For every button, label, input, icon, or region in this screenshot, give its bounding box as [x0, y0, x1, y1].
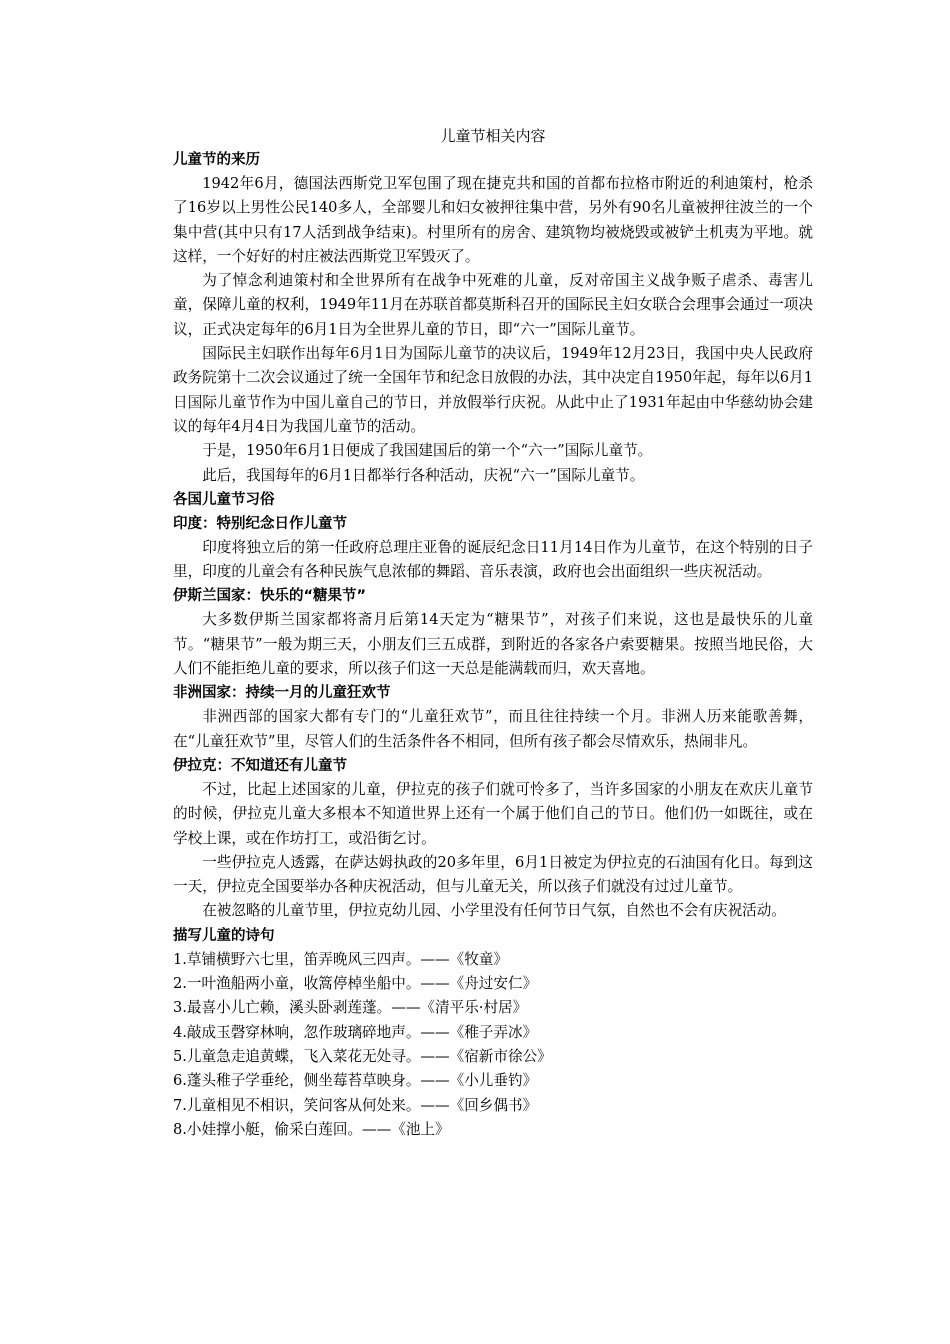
paragraph: 在被忽略的儿童节里，伊拉克幼儿园、小学里没有任何节日气氛，自然也不会有庆祝活动。	[202, 902, 786, 920]
poem-line: 1.草铺横野六七里，笛弄晚风三四声。——《牧童》	[173, 950, 508, 968]
paragraph: 非洲西部的国家大都有专门的“儿童狂欢节”，而且往往持续一个月。非洲人历来能歌善舞，在“儿童狂欢节”里，尽管人们的生活条件各不相同，但所有孩子都会尽情欢乐，热闹非凡。	[173, 708, 813, 750]
poem-line: 4.敲成玉磬穿林响，忽作玻璃碎地声。——《稚子弄冰》	[173, 1023, 538, 1041]
section-heading-africa: 非洲国家：持续一月的儿童狂欢节	[173, 685, 391, 702]
paragraph: 印度将独立后的第一任政府总理庄亚鲁的诞辰纪念日11月14日作为儿童节，在这个特别的日子里，印度的儿童会有各种民族气息浓郁的舞蹈、音乐表演，政府也会出面组织一些庆祝活动。	[173, 538, 813, 581]
section-heading-islamic: 伊斯兰国家：快乐的“糖果节”	[173, 588, 367, 605]
paragraph: 一些伊拉克人透露，在萨达姆执政的20多年里，6月1日被定为伊拉克的石油国有化日。每到这一天，伊拉克全国要举办各种庆祝活动，但与儿童无关，所以孩子们就没有过过儿童节。	[173, 853, 813, 896]
poem-line: 3.最喜小儿亡赖，溪头卧剥莲蓬。——《清平乐·村居》	[173, 999, 528, 1017]
poem-line: 2.一叶渔船两小童，收篙停棹坐船中。——《舟过安仁》	[173, 975, 538, 993]
poem-line: 5.儿童急走追黄蝶，飞入菜花无处寻。——《宿新市徐公》	[173, 1047, 552, 1065]
section-heading-iraq: 伊拉克：不知道还有儿童节	[173, 757, 347, 774]
paragraph: 国际民主妇联作出每年6月1日为国际儿童节的决议后，1949年12月23日，我国中央人民政府政务院第十二次会议通过了统一全国年节和纪念日放假的办法，其中决定自1950年起，每年以6月1日国际儿童节作为中国儿童自己的节日，并放假举行庆祝。从此中止了1931年起由中华慈幼协会建议的每年4月4日为我国儿童节的活动。	[173, 345, 813, 435]
paragraph: 于是，1950年6月1日便成了我国建国后的第一个“六一”国际儿童节。	[202, 442, 653, 460]
paragraph: 不过，比起上述国家的儿童，伊拉克的孩子们就可怜多了，当许多国家的小朋友在欢庆儿童节的时候，伊拉克儿童大多根本不知道世界上还有一个属于他们自己的节日。他们仍一如既往，或在学校上课，或在作坊打工，或沿街乞讨。	[173, 780, 813, 847]
poem-line: 6.蓬头稚子学垂纶，侧坐莓苔草映身。——《小儿垂钓》	[173, 1072, 538, 1090]
paragraph: 大多数伊斯兰国家都将斋月后第14天定为“糖果节”，对孩子们来说，这也是最快乐的儿童节。“糖果节”一般为期三天，小朋友们三五成群，到附近的各家各户索要糖果。按照当地民俗，大人们不能拒绝儿童的要求，所以孩子们这一天总是能满载而归，欢天喜地。	[173, 611, 813, 678]
paragraph: 1942年6月，德国法西斯党卫军包围了现在捷克共和国的首都布拉格市附近的利迪策村，枪杀了16岁以上男性公民140多人，全部婴儿和妇女被押往集中营，另外有90名儿童被押往波兰的一个集中营(其中只有17人活到战争结束)。村里所有的房舍、建筑物均被烧毁或被铲土机夷为平地。就这样，一个好好的村庄被法西斯党卫军毁灭了。	[173, 175, 813, 265]
section-heading-poems: 描写儿童的诗句	[173, 927, 275, 944]
poem-line: 8.小娃撑小艇，偷采白莲回。——《池上》	[173, 1120, 450, 1138]
section-heading-customs: 各国儿童节习俗	[173, 491, 275, 508]
document-page	[173, 124, 813, 1142]
poem-line: 7.儿童相见不相识，笑问客从何处来。——《回乡偶书》	[173, 1096, 538, 1114]
section-heading-origin: 儿童节的来历	[173, 152, 260, 168]
paragraph: 此后，我国每年的6月1日都举行各种活动，庆祝“六一”国际儿童节。	[202, 466, 645, 484]
paragraph: 为了悼念利迪策村和全世界所有在战争中死难的儿童，反对帝国主义战争贩子虐杀、毒害儿童，保障儿童的权利，1949年11月在苏联首都莫斯科召开的国际民主妇女联合会理事会通过一项决议，正式决定每年的6月1日为全世界儿童的节日，即“六一”国际儿童节。	[173, 272, 813, 338]
section-heading-india: 印度：特别纪念日作儿童节	[173, 515, 347, 532]
document-title: 儿童节相关内容	[440, 127, 546, 145]
